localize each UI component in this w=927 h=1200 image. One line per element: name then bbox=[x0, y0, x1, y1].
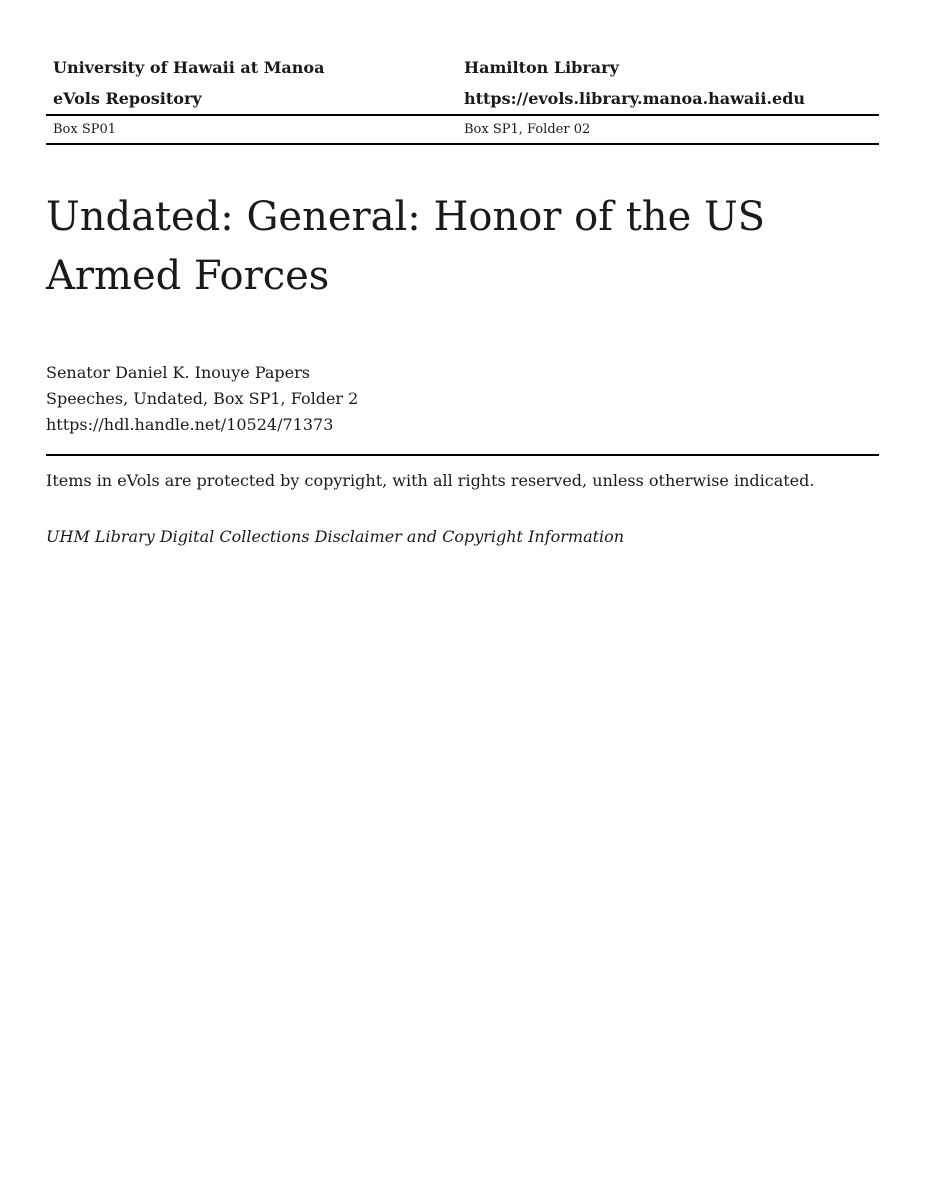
handle-link[interactable]: https://hdl.handle.net/10524/71373 bbox=[46, 415, 334, 434]
box-folder-label: Box SP1, Folder 02 bbox=[464, 122, 591, 137]
header-row-3 bbox=[46, 116, 879, 143]
footer-divider bbox=[46, 454, 879, 456]
cover-header bbox=[46, 52, 879, 145]
box-label: Box SP01 bbox=[53, 122, 117, 137]
header-bottom-divider bbox=[46, 143, 879, 145]
rights-statement: Items in eVols are protected by copyright, with all rights reserved, unless otherwise indicated. bbox=[46, 471, 815, 490]
repository-name: eVols Repository bbox=[53, 89, 202, 108]
header-row-1 bbox=[46, 52, 879, 83]
header-row-2 bbox=[46, 83, 879, 114]
library-name: Hamilton Library bbox=[464, 58, 619, 77]
document-title: Undated: General: Honor of the US Armed Forces bbox=[46, 194, 766, 299]
series-info: Speeches, Undated, Box SP1, Folder 2 bbox=[46, 389, 359, 408]
repository-url-link[interactable]: https://evols.library.manoa.hawaii.edu bbox=[464, 89, 806, 108]
institution-name: University of Hawaii at Manoa bbox=[53, 58, 325, 77]
document-metadata bbox=[46, 360, 358, 438]
disclaimer-link[interactable]: UHM Library Digital Collections Disclaimer and Copyright Information bbox=[46, 527, 625, 546]
collection-name: Senator Daniel K. Inouye Papers bbox=[46, 363, 310, 382]
